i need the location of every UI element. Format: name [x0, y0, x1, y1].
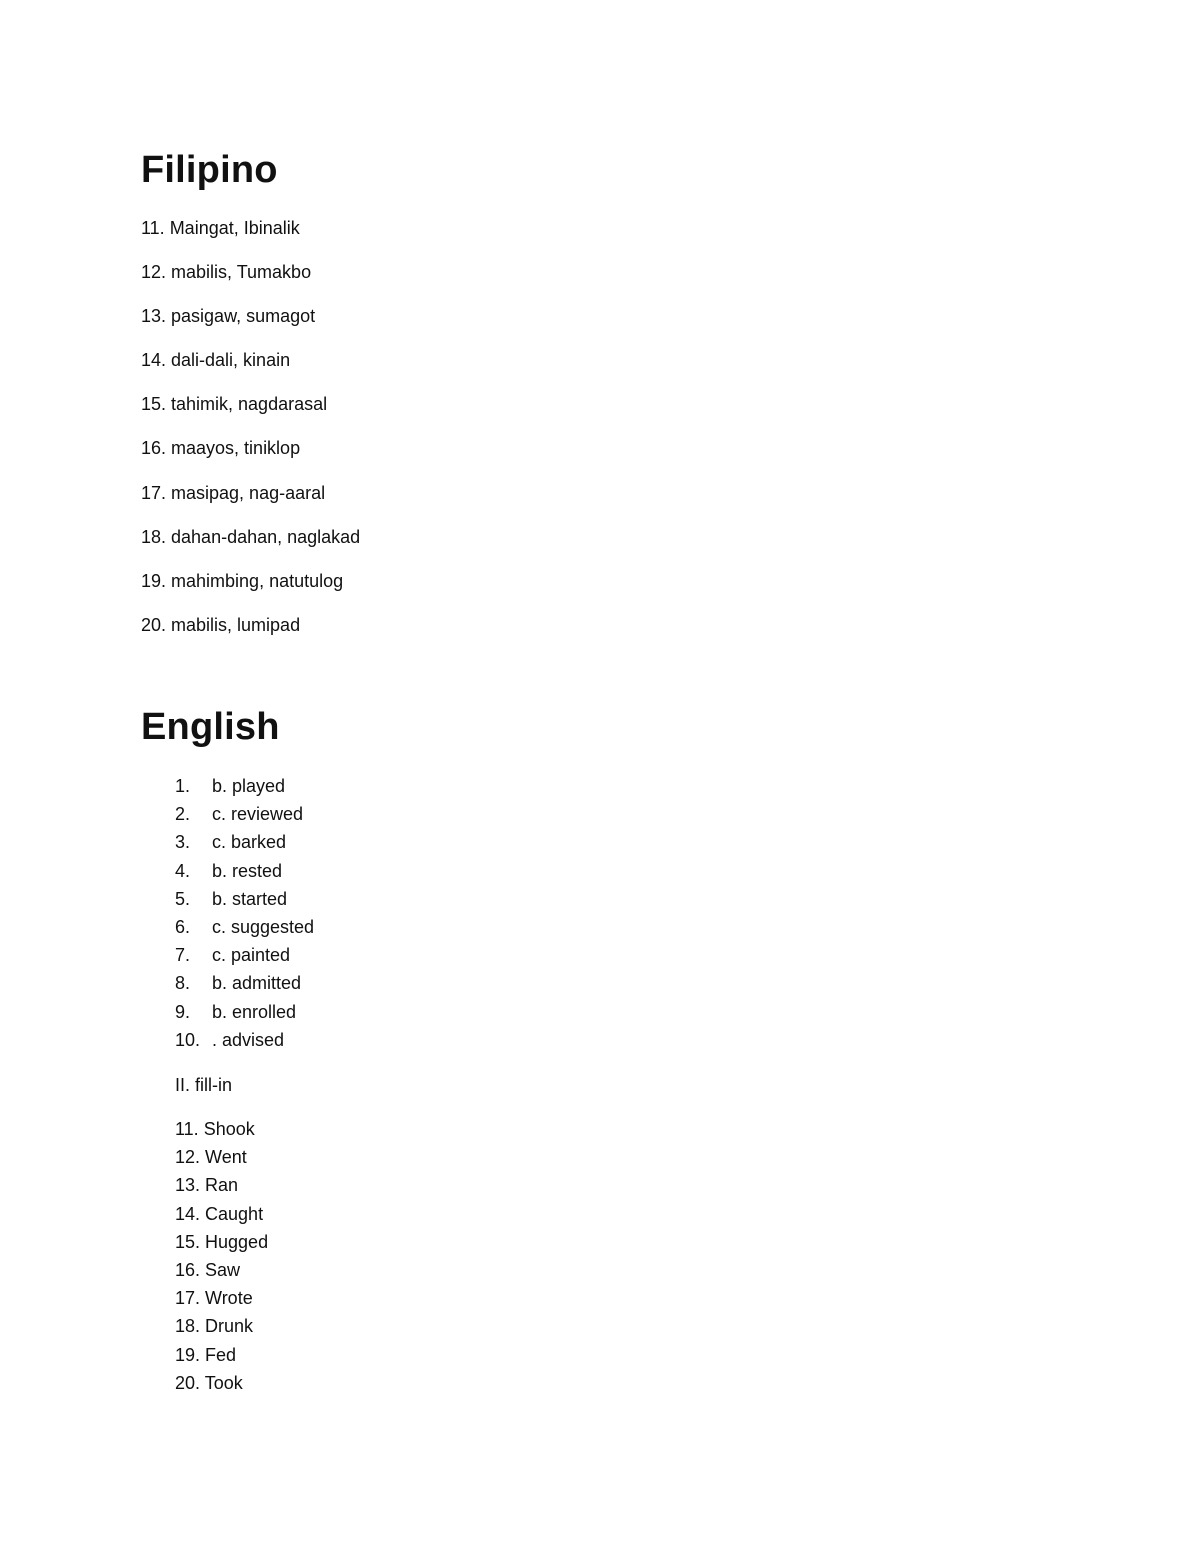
- list-item: [175, 802, 314, 830]
- list-item: 20. Took: [175, 1372, 243, 1393]
- list-item: 12. Went: [175, 1147, 247, 1168]
- list-item: 15. Hugged: [175, 1231, 269, 1252]
- list-item: 19. Fed: [175, 1344, 237, 1365]
- filipino-heading: Filipino: [141, 149, 278, 191]
- item-number: 8.: [175, 973, 191, 994]
- list-item: 14. dali-dali, kinain: [141, 350, 291, 371]
- item-answer: b. played: [212, 776, 286, 796]
- list-item: [175, 971, 314, 999]
- item-number: 10.: [175, 1029, 201, 1050]
- item-number: 9.: [175, 1001, 191, 1022]
- list-item: 17. Wrote: [175, 1288, 253, 1309]
- item-answer: b. rested: [212, 860, 283, 881]
- english-fill-in-list: [175, 1117, 268, 1399]
- english-multiple-choice-list: [175, 774, 314, 1056]
- item-answer: b. admitted: [212, 973, 302, 994]
- item-number: 4.: [175, 860, 191, 881]
- list-item: [175, 943, 314, 971]
- list-item: 13. Ran: [175, 1175, 239, 1196]
- english-heading: English: [141, 706, 280, 748]
- list-item: 18. dahan-dahan, naglakad: [141, 526, 361, 547]
- item-number: 2.: [175, 804, 191, 825]
- item-number: 7.: [175, 945, 191, 966]
- list-item: [175, 887, 314, 915]
- list-item: 15. tahimik, nagdarasal: [141, 394, 328, 415]
- list-item: [175, 1028, 314, 1056]
- list-item: 11. Maingat, Ibinalik: [141, 218, 300, 238]
- item-answer: b. started: [212, 888, 288, 909]
- item-answer: c. painted: [212, 945, 291, 966]
- list-item: [175, 774, 314, 802]
- list-item: 13. pasigaw, sumagot: [141, 306, 316, 327]
- list-item: 18. Drunk: [175, 1316, 254, 1337]
- item-number: 5.: [175, 888, 191, 909]
- list-item: 16. maayos, tiniklop: [141, 438, 301, 459]
- item-number: 6.: [175, 916, 191, 937]
- item-answer: b. enrolled: [212, 1001, 297, 1022]
- list-item: 19. mahimbing, natutulog: [141, 570, 344, 591]
- item-answer: c. reviewed: [212, 804, 304, 825]
- item-number: 1.: [175, 776, 191, 796]
- list-item: [175, 915, 314, 943]
- list-item: [175, 830, 314, 858]
- item-number: 3.: [175, 832, 191, 853]
- list-item: 11. Shook: [175, 1119, 255, 1139]
- item-answer: c. suggested: [212, 916, 315, 937]
- list-item: 14. Caught: [175, 1203, 264, 1224]
- list-item: 16. Saw: [175, 1259, 241, 1280]
- list-item: [175, 859, 314, 887]
- list-item: 17. masipag, nag-aaral: [141, 482, 326, 503]
- fill-in-section-label: II. fill-in: [175, 1075, 233, 1095]
- item-answer: . advised: [212, 1029, 285, 1050]
- item-answer: c. barked: [212, 832, 287, 853]
- list-item: [175, 1000, 314, 1028]
- list-item: 12. mabilis, Tumakbo: [141, 262, 312, 283]
- filipino-answer-list: [141, 216, 360, 657]
- list-item: 20. mabilis, lumipad: [141, 614, 301, 635]
